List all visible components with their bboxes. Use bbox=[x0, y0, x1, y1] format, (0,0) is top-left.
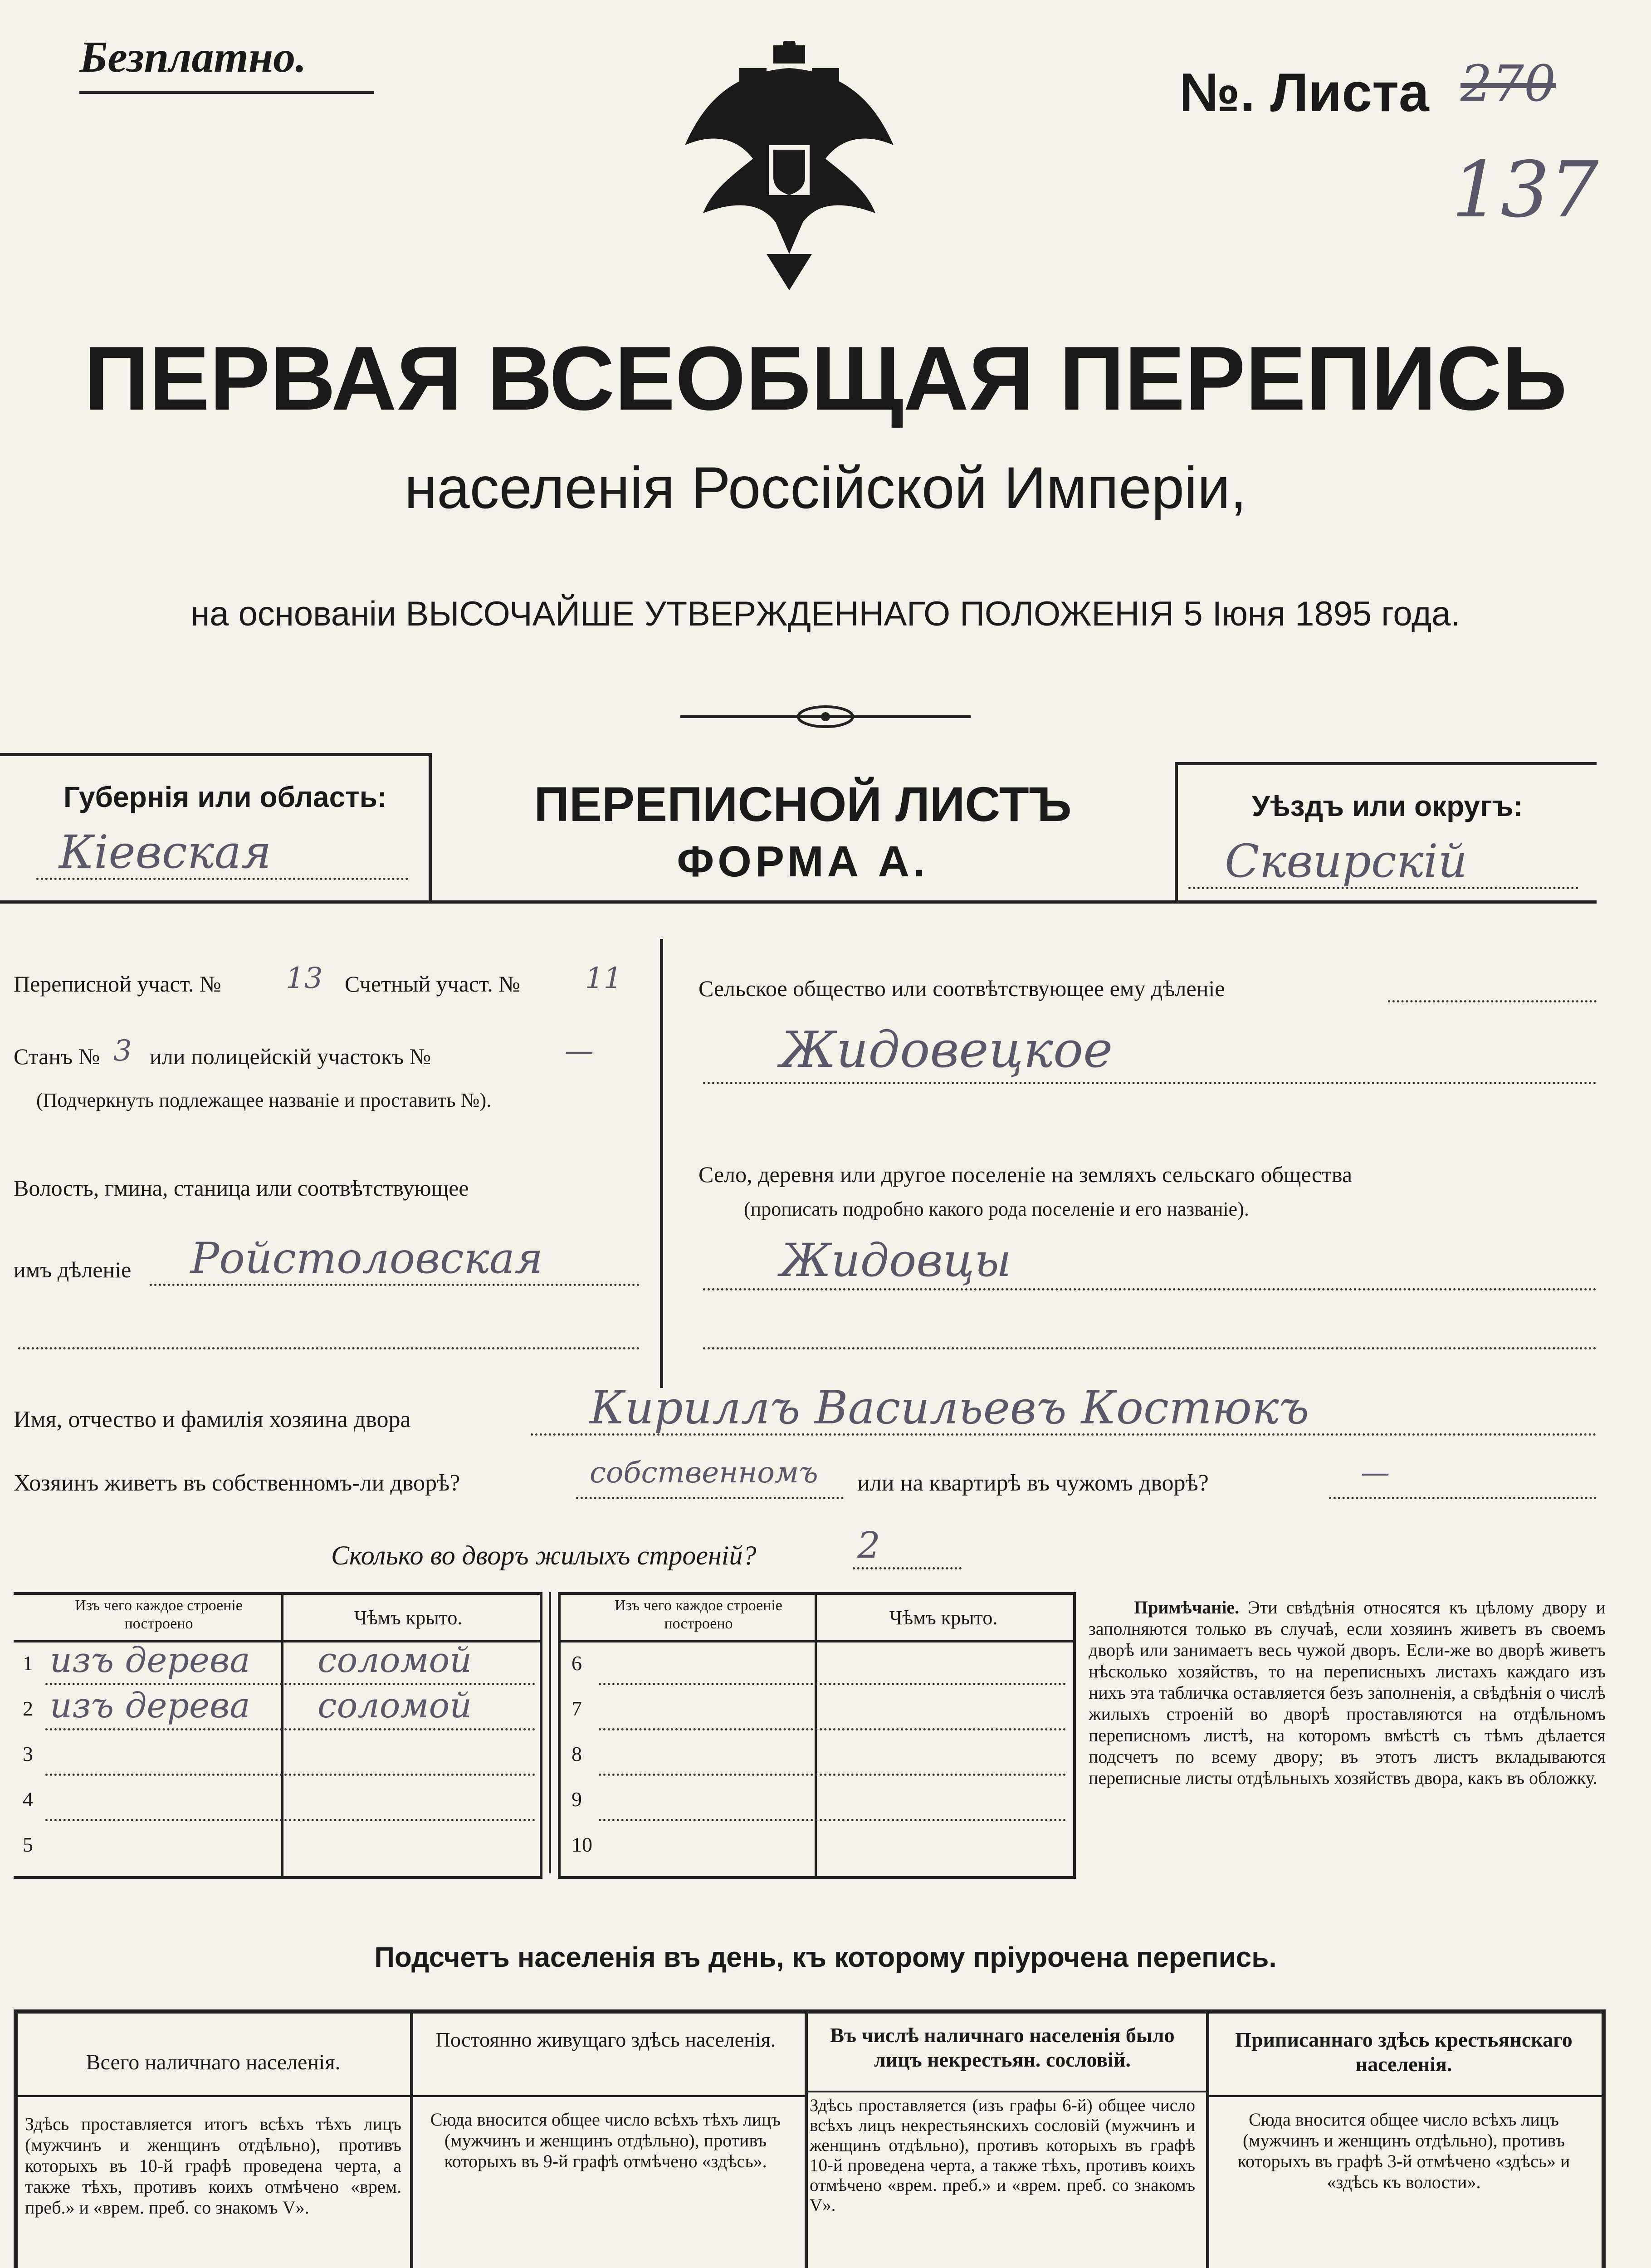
uezd-label: Уѣздъ или округъ: bbox=[1252, 790, 1523, 822]
stan-note: (Подчеркнуть подлежащее названіе и проставить №). bbox=[36, 1089, 492, 1111]
building-row-1-n: 1 bbox=[23, 1652, 33, 1675]
buildings-count-label: Сколько во дворъ жилыхъ строеній? bbox=[331, 1540, 757, 1570]
buildings-table-left bbox=[14, 1592, 542, 1879]
selskoe-value: Жидовецкое bbox=[780, 1021, 1113, 1079]
building-row-2-n: 2 bbox=[23, 1697, 33, 1720]
owner-name-label: Имя, отчество и фамилія хозяина двора bbox=[14, 1407, 411, 1432]
building-row-2-roof: соломой bbox=[318, 1685, 472, 1725]
schet-uch-label: Счетный участ. № bbox=[345, 971, 520, 997]
ornament-divider-icon bbox=[680, 703, 971, 730]
selo-note: (прописать подробно какого рода поселеніе и его названіе). bbox=[744, 1198, 1249, 1220]
building-row-9-n: 9 bbox=[572, 1788, 582, 1811]
building-row-10-n: 10 bbox=[572, 1833, 592, 1856]
volost-label-1: Волость, гмина, станица или соотвѣтствующее bbox=[14, 1175, 469, 1201]
building-row-2-built: изъ дерева bbox=[50, 1685, 250, 1725]
owner-or-value: — bbox=[1361, 1456, 1390, 1490]
owner-lives-value: собственномъ bbox=[590, 1456, 818, 1490]
schet-uch-value: 11 bbox=[585, 962, 622, 995]
sheet-number-value: 137 bbox=[1451, 145, 1599, 235]
owner-name-value: Кириллъ Васильевъ Костюкъ bbox=[590, 1381, 1309, 1434]
double-headed-eagle-emblem-icon bbox=[676, 41, 903, 295]
population-title: Подсчетъ населенія въ день, къ которому пріурочена перепись. bbox=[374, 1942, 1277, 1973]
pop-col-4-desc: Сюда вносится общее число всѣхъ лицъ (мужчинъ и женщинъ отдѣльно), противъ которыхъ въ графѣ 3-й отмѣчено «здѣсь» и «здѣсь къ волости». bbox=[1237, 2109, 1570, 2192]
owner-or-label: или на квартирѣ въ чужомъ дворѣ? bbox=[857, 1470, 1209, 1496]
building-row-5-n: 5 bbox=[23, 1833, 33, 1856]
police-label: или полицейскій участокъ № bbox=[150, 1044, 431, 1069]
pop-col-3-desc: Здѣсь проставляется (изъ графы 6-й) общее число всѣхъ лицъ некрестьянскихъ сословій (мужчинъ и женщинъ отдѣльно), противъ которыхъ въ графѣ 10-й проведена черта, а также тѣхъ, противъ коихъ отмѣчено «врем. преб.» и «врем. преб. со знакомъ V». bbox=[810, 2096, 1195, 2215]
buildings-col1-header-right: Изъ чего каждое строеніе построено bbox=[615, 1597, 782, 1632]
selo-value: Жидовцы bbox=[780, 1234, 1011, 1287]
building-row-1-roof: соломой bbox=[318, 1640, 472, 1680]
pop-col-1-desc: Здѣсь проставляется итогъ всѣхъ тѣхъ лицъ (мужчинъ и женщинъ отдѣльно), противъ которыхъ въ 10-й графѣ проведена черта, а также тѣхъ, противъ коихъ отмѣчено «врем. преб.» и «врем. преб. со знакомъ V». bbox=[25, 2114, 401, 2218]
basis-line: на основаніи ВЫСОЧАЙШЕ УТВЕРЖДЕННАГО ПОЛОЖЕНІЯ 5 Іюня 1895 года. bbox=[190, 595, 1460, 633]
volost-value: Ройстоловская bbox=[190, 1234, 543, 1283]
sub-title: населенія Россійской Имперіи, bbox=[404, 455, 1247, 521]
pop-col-4-header: Приписаннаго здѣсь крестьянскаго населенія. bbox=[1235, 2028, 1573, 2076]
form-title-line2: ФОРМА А. bbox=[677, 837, 929, 886]
main-title: ПЕРВАЯ ВСЕОБЩАЯ ПЕРЕПИСЬ bbox=[84, 328, 1567, 429]
sheet-number-label: №. Листа bbox=[1179, 62, 1429, 123]
police-value: — bbox=[565, 1034, 594, 1068]
pop-col-2-desc: Сюда вносится общее число всѣхъ тѣхъ лицъ (мужчинъ и женщинъ отдѣльно), противъ которыхъ въ 9-й графѣ отмѣчено «здѣсь». bbox=[430, 2109, 781, 2171]
note-head: Примѣчаніе. bbox=[1134, 1597, 1240, 1618]
buildings-col2-header-left: Чѣмъ крыто. bbox=[354, 1607, 463, 1629]
selo-label: Село, деревня или другое поселеніе на земляхъ сельскаго общества bbox=[698, 1162, 1353, 1187]
buildings-table-right bbox=[558, 1592, 1076, 1879]
building-row-4-n: 4 bbox=[23, 1788, 33, 1811]
building-row-6-n: 6 bbox=[572, 1652, 582, 1675]
pop-col-2-header: Постоянно живущаго здѣсь населенія. bbox=[435, 2028, 776, 2051]
buildings-col1-header-left: Изъ чего каждое строеніе построено bbox=[75, 1597, 243, 1632]
note-block bbox=[1089, 1597, 1606, 1789]
perepis-uch-value: 13 bbox=[286, 962, 323, 995]
sheet-number-crossed: 270 bbox=[1460, 54, 1556, 112]
guberniya-value: Кіевская bbox=[59, 826, 272, 879]
pop-col-1-header: Всего наличнаго населенія. bbox=[86, 2050, 341, 2074]
note-text: Эти свѣдѣнія относятся къ цѣлому двору и заполняются только въ случаѣ, если хозяинъ живетъ въ своемъ дворѣ или занимаетъ весь чужой дворъ. Если-же во дворѣ живетъ нѣсколько хозяйствъ, то на переписныхъ листахъ каждаго изъ нихъ эта табличка оставляется безъ заполненія, а свѣдѣнія о числѣ жилыхъ строеній во дворѣ проставляются на отдѣльномъ переписномъ листѣ, на которомъ вмѣстѣ съ тѣмъ дѣлается подсчетъ по всему двору; въ этотъ листъ вкладываются переписные листы отдѣльныхъ хозяйствъ двора, какъ въ обложку. bbox=[1089, 1597, 1606, 1788]
free-label: Безплатно. bbox=[79, 33, 307, 82]
building-row-3-n: 3 bbox=[23, 1742, 33, 1765]
free-underline bbox=[79, 91, 374, 94]
volost-label-2: имъ дѣленіе bbox=[14, 1257, 132, 1282]
buildings-col2-header-right: Чѣмъ крыто. bbox=[889, 1607, 998, 1629]
selskoe-label: Сельское общество или соотвѣтствующее ему дѣленіе bbox=[698, 976, 1225, 1001]
building-row-7-n: 7 bbox=[572, 1697, 582, 1720]
building-row-8-n: 8 bbox=[572, 1742, 582, 1765]
stan-label: Станъ № bbox=[14, 1044, 100, 1069]
pop-col-3-header: Въ числѣ наличнаго населенія было лицъ некрестьян. сословій. bbox=[830, 2024, 1175, 2071]
owner-lives-label: Хозяинъ живетъ въ собственномъ-ли дворѣ? bbox=[14, 1470, 460, 1496]
uezd-value: Сквирскій bbox=[1225, 835, 1467, 888]
perepis-uch-label: Переписной участ. № bbox=[14, 971, 221, 997]
building-row-1-built: изъ дерева bbox=[50, 1640, 250, 1680]
stan-value: 3 bbox=[113, 1034, 132, 1068]
form-title-line1: ПЕРЕПИСНОЙ ЛИСТЪ bbox=[534, 777, 1072, 831]
buildings-count-value: 2 bbox=[857, 1524, 880, 1566]
guberniya-label: Губернія или область: bbox=[64, 781, 387, 813]
